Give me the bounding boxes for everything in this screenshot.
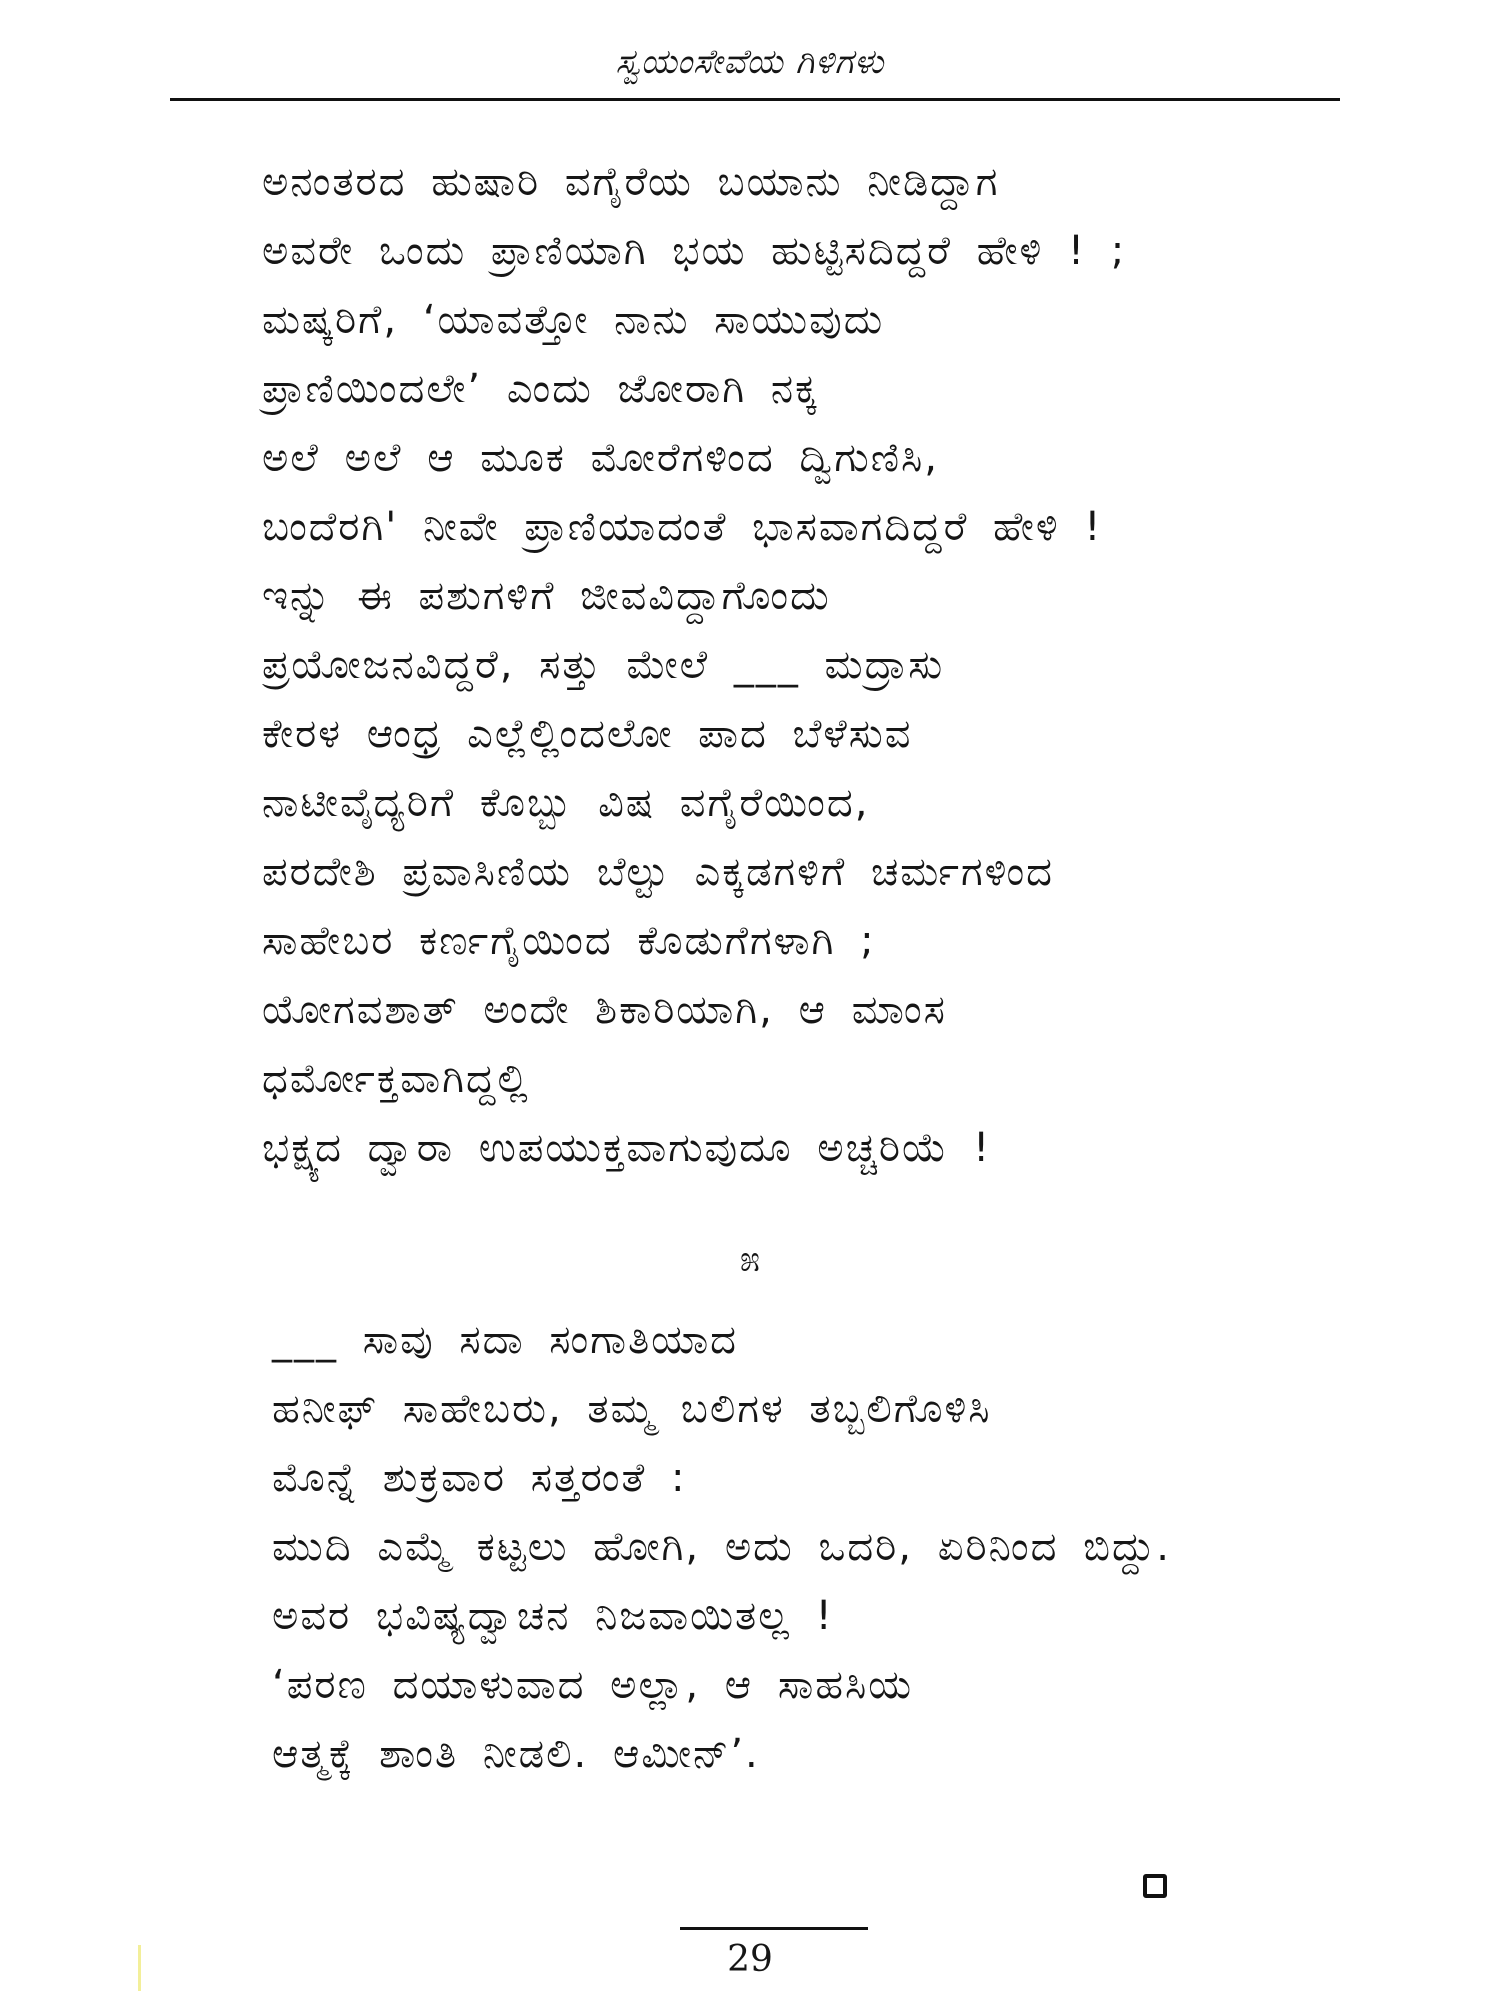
- poem-line: ಭಕ್ಷ್ಯದ ದ್ವಾರಾ ಉಪಯುಕ್ತವಾಗುವುದೂ ಅಚ್ಚರಿಯೆ !: [262, 1125, 992, 1171]
- poem-line: ಇನ್ನು ಈ ಪಶುಗಳಿಗೆ ಜೀವವಿದ್ದಾಗೊಂದು: [262, 573, 831, 619]
- poem-stanza-2: [272, 1306, 1171, 1789]
- poem-line: ಅನಂತರದ ಹುಷಾರಿ ವಗೈರೆಯ ಬಯಾನು ನೀಡಿದ್ದಾಗ: [262, 159, 1000, 205]
- poem-line: ಮುದಿ ಎಮ್ಮೆ ಕಟ್ಟಲು ಹೋಗಿ, ಅದು ಒದರಿ, ಏರಿನಿಂದ ಬಿದ್ದು.: [272, 1524, 1171, 1570]
- poem-line: ನಾಟೀವೈದ್ಯರಿಗೆ ಕೊಬ್ಬು ವಿಷ ವಗೈರೆಯಿಂದ,: [262, 780, 870, 826]
- poem-line: ಕೇರಳ ಆಂಧ್ರ ಎಲ್ಲೆಲ್ಲಿಂದಲೋ ಪಾದ ಬೆಳೆಸುವ: [262, 711, 913, 757]
- poem-line: ಮಷ್ಕರಿಗೆ, ‘ಯಾವತ್ತೋ ನಾನು ಸಾಯುವುದು: [262, 297, 885, 343]
- poem-line: ಪರದೇಶಿ ಪ್ರವಾಸಿಣಿಯ ಬೆಲ್ಟು ಎಕ್ಕಡಗಳಿಗೆ ಚರ್ಮಗಳಿಂದ: [262, 849, 1055, 895]
- section-separator: ೫: [739, 1239, 761, 1280]
- end-of-section-square-icon: [1143, 1874, 1167, 1898]
- poem-line: ಯೋಗವಶಾತ್ ಅಂದೇ ಶಿಕಾರಿಯಾಗಿ, ಆ ಮಾಂಸ: [262, 987, 947, 1033]
- poem-line: ಧರ್ಮೋಕ್ತವಾಗಿದ್ದಲ್ಲಿ: [262, 1056, 530, 1102]
- poem-line: ಸಾಹೇಬರ ಕರ್ಣಗೈಯಿಂದ ಕೊಡುಗೆಗಳಾಗಿ ;: [262, 918, 876, 964]
- header-rule: [170, 98, 1340, 101]
- poem-line: ಮೊನ್ನೆ ಶುಕ್ರವಾರ ಸತ್ತರಂತೆ :: [272, 1455, 687, 1501]
- poem-line: ಪ್ರಯೋಜನವಿದ್ದರೆ, ಸತ್ತು ಮೇಲೆ ___ ಮದ್ರಾಸು: [262, 642, 945, 688]
- poem-line: ಪ್ರಾಣಿಯಿಂದಲೇ’ ಎಂದು ಜೋರಾಗಿ ನಕ್ಕ: [262, 366, 819, 412]
- poem-line: ಬಂದೆರಗಿ' ನೀವೇ ಪ್ರಾಣಿಯಾದಂತೆ ಭಾಸವಾಗದಿದ್ದರೆ ಹೇಳಿ !: [262, 504, 1103, 550]
- poem-line: ‘ಪರಣ ದಯಾಳುವಾದ ಅಲ್ಲಾ, ಆ ಸಾಹಸಿಯ: [272, 1662, 914, 1708]
- poem-line: ಅಲೆ ಅಲೆ ಆ ಮೂಕ ಮೋರೆಗಳಿಂದ ದ್ವಿಗುಣಿಸಿ,: [262, 435, 940, 481]
- footer-rule: [680, 1927, 868, 1930]
- poem-stanza-1: [262, 148, 1126, 1183]
- poem-line: ಹನೀಫ್ ಸಾಹೇಬರು, ತಮ್ಮ ಬಲಿಗಳ ತಬ್ಬಲಿಗೊಳಿಸಿ: [272, 1386, 992, 1432]
- page-number: 29: [727, 1939, 773, 1980]
- poem-line: ___ ಸಾವು ಸದಾ ಸಂಗಾತಿಯಾದ: [272, 1317, 739, 1363]
- poem-line: ಅವರೇ ಒಂದು ಪ್ರಾಣಿಯಾಗಿ ಭಯ ಹುಟ್ಟಿಸದಿದ್ದರೆ ಹೇಳಿ ! ;: [262, 228, 1127, 274]
- margin-highlight-mark: [138, 1945, 141, 1991]
- poem-line: ಅವರ ಭವಿಷ್ಯದ್ವಾಚನ ನಿಜವಾಯಿತಲ್ಲ !: [272, 1593, 834, 1639]
- running-title: ಸ್ವಯಂಸೇವೆಯ ಗಿಳಿಗಳು: [615, 42, 885, 82]
- poem-line: ಆತ್ಮಕ್ಕೆ ಶಾಂತಿ ನೀಡಲಿ. ಆಮೀನ್’.: [272, 1731, 760, 1777]
